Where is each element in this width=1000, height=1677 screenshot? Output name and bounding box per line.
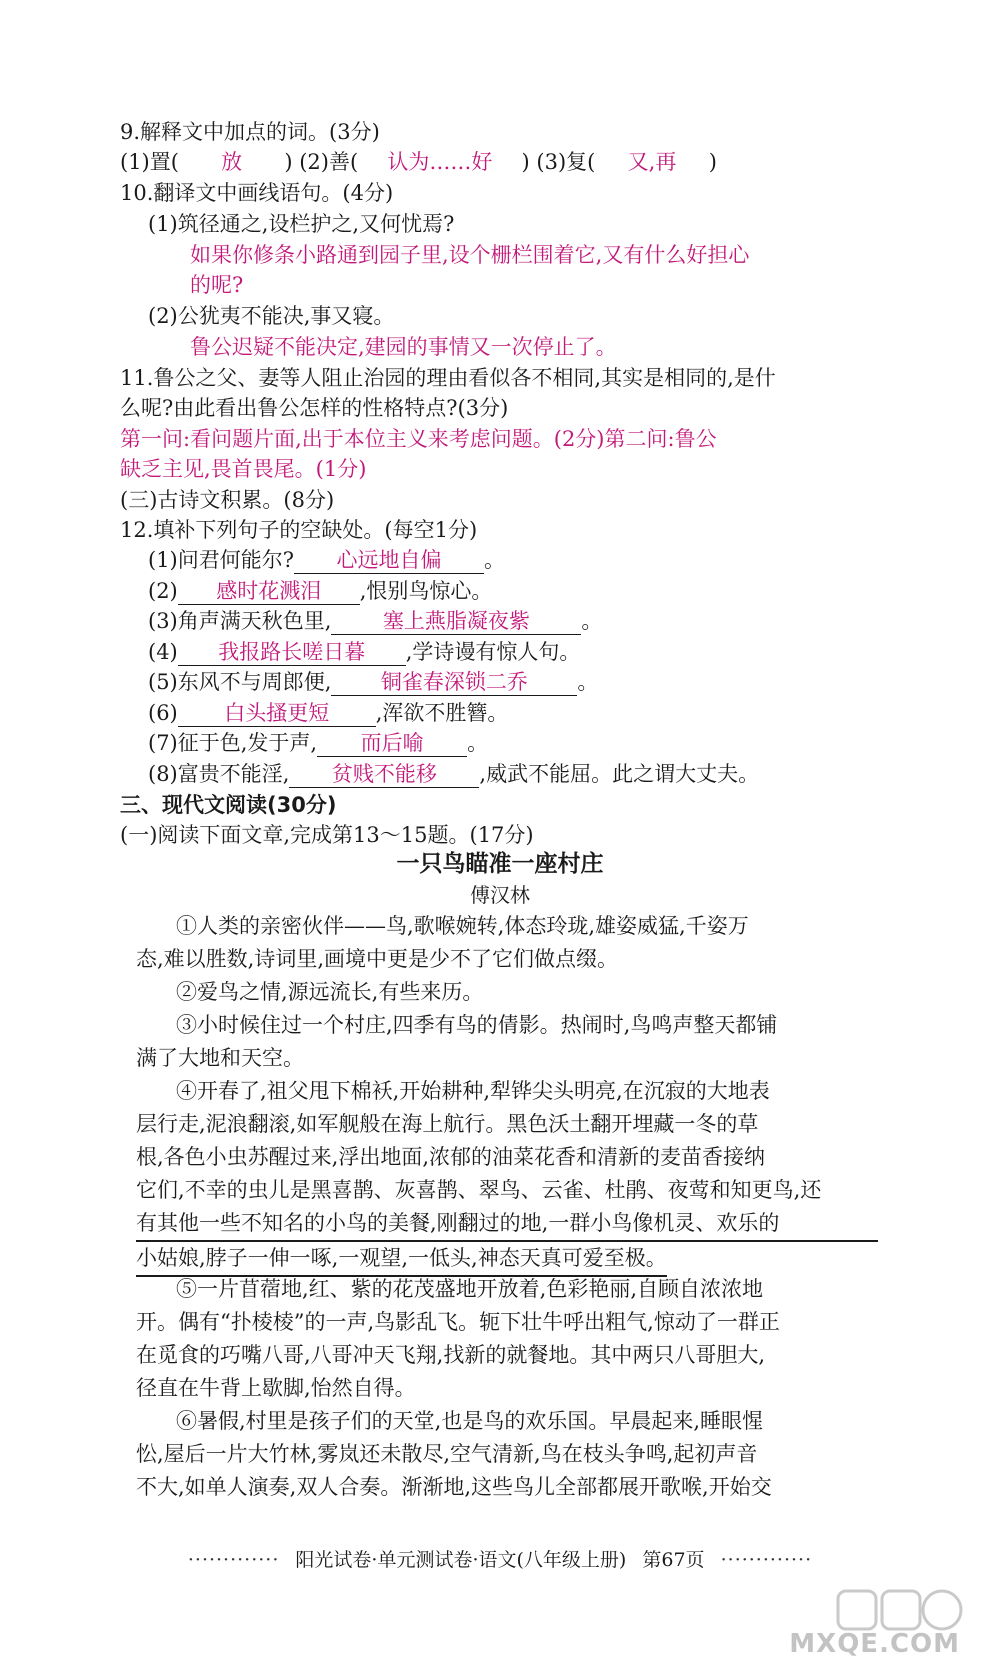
q10-answer-1-line-1: 如果你修条小路通到园子里,设个栅栏围着它,又有什么好担心	[190, 243, 750, 267]
article-line: 它们,不幸的虫儿是黑喜鹊、灰喜鹊、翠鸟、云雀、杜鹃、夜莺和知更鸟,还	[136, 1178, 822, 1202]
q12-item	[148, 637, 580, 667]
article-line: 满了大地和天空。	[136, 1046, 304, 1070]
q12-item-prefix: (8)富贵不能淫,	[148, 762, 290, 786]
q11-stem-line-1: 11.鲁公之父、妻等人阻止治园的理由看似各不相同,其实是相同的,是什	[120, 366, 776, 390]
article-line: 不大,如单人演奏,双人合奏。渐渐地,这些鸟儿全部都展开歌喉,开始交	[136, 1475, 772, 1499]
q12-item-prefix: (4)	[148, 640, 178, 664]
q9-label-3: ) (3)复(	[521, 150, 596, 174]
q10-answer-1-line-2: 的呢?	[190, 273, 244, 297]
article-line: 根,各色小虫苏醒过来,浮出地面,浓郁的油菜花香和清新的麦苗香接纳	[136, 1145, 766, 1169]
q10-stem: 10.翻译文中画线语句。(4分)	[120, 181, 394, 205]
article-line: 忪,屋后一片大竹林,雾岚还未散尽,空气清新,鸟在枝头争鸣,起初声音	[136, 1442, 758, 1466]
q12-answer: 白头搔更短	[224, 701, 330, 725]
q12-item	[148, 545, 505, 575]
footer-dots-right: ·············	[720, 1549, 813, 1571]
q12-item-suffix: ,威武不能屈。此之谓大丈夫。	[479, 762, 760, 786]
watermark-logo	[789, 1585, 970, 1665]
q12-answer: 塞上燕脂凝夜紫	[382, 609, 530, 633]
q12-item-suffix: 。	[581, 609, 603, 633]
q12-answer: 心远地自偏	[336, 548, 442, 572]
q12-item-suffix: 。	[577, 670, 599, 694]
q12-item-suffix: 。	[467, 731, 489, 755]
q12-blank	[289, 761, 479, 788]
article-title: 一只鸟瞄准一座村庄	[396, 851, 604, 877]
q12-blank	[317, 730, 467, 757]
q10-sentence-2: (2)公犹夷不能决,事又寝。	[148, 304, 395, 328]
q12-blank	[178, 700, 376, 727]
article-paragraph-p4	[136, 1075, 878, 1277]
q12-item-suffix: ,学诗谩有惊人句。	[405, 640, 581, 664]
q11-answer-line-1: 第一问:看问题片面,出于本位主义来考虑问题。(2分)第二问:鲁公	[120, 427, 717, 451]
article-line: 小姑娘,脖子一伸一啄,一观望,一低头,神态天真可爱至极。	[136, 1242, 667, 1277]
article-line: 态,难以胜数,诗词里,画境中更是少不了它们做点缀。	[136, 947, 619, 971]
q12-stem: 12.填补下列句子的空缺处。(每空1分)	[120, 518, 478, 542]
article-author: 傅汉林	[470, 883, 530, 907]
section-3-heading: (三)古诗文积累。(8分)	[120, 488, 335, 512]
q12-blank	[331, 608, 581, 635]
q10-sentence-1: (1)筑径通之,设栏护之,又何忧焉?	[148, 212, 455, 236]
watermark-text: MXQE.COM	[789, 1629, 960, 1659]
q12-item-prefix: (2)	[148, 579, 178, 603]
article-paragraph-p5	[136, 1273, 878, 1405]
watermark-icon	[830, 1585, 970, 1635]
q12-item-prefix: (5)东风不与周郎便,	[148, 670, 332, 694]
q9-stem: 9.解释文中加点的词。(3分)	[120, 120, 380, 144]
q12-item	[148, 759, 759, 789]
q12-answer: 铜雀春深锁二乔	[380, 670, 528, 694]
q12-item-suffix: ,恨别鸟惊心。	[359, 579, 493, 603]
q12-item	[148, 667, 598, 697]
q9-answer-1: 放	[221, 150, 243, 174]
q12-item-prefix: (1)问君何能尔?	[148, 548, 295, 572]
q12-item	[148, 728, 488, 758]
q9-answer-2: 认为……好	[387, 150, 493, 174]
q12-answer: 而后喻	[360, 731, 424, 755]
article-paragraph-p2	[136, 976, 878, 1009]
article-line: ①人类的亲密伙伴——鸟,歌喉婉转,体态玲珑,雄姿威猛,千姿万	[176, 914, 749, 938]
article-line: 层行走,泥浪翻滚,如军舰般在海上航行。黑色沃土翻开埋藏一冬的草	[136, 1112, 759, 1136]
q9-label-4: )	[708, 150, 717, 174]
q9-answer-3: 又,再	[627, 150, 677, 174]
q12-item-suffix: 。	[484, 548, 506, 572]
q12-blank	[178, 639, 406, 666]
q12-item	[148, 576, 492, 606]
article-line: ③小时候住过一个村庄,四季有鸟的倩影。热闹时,鸟鸣声整天都铺	[176, 1013, 778, 1037]
q12-answer: 感时花溅泪	[216, 579, 322, 603]
article-line: 径直在牛背上歇脚,怡然自得。	[136, 1376, 416, 1400]
q12-blank	[178, 578, 360, 605]
q10-answer-2: 鲁公迟疑不能决定,建园的事情又一次停止了。	[190, 335, 617, 359]
article-paragraph-p6	[136, 1405, 878, 1504]
footer-dots-left: ·············	[187, 1549, 280, 1571]
q12-item	[148, 606, 602, 636]
article-line: ⑥暑假,村里是孩子们的天堂,也是鸟的欢乐国。早晨起来,睡眼惺	[176, 1409, 764, 1433]
article-paragraph-p3	[136, 1009, 878, 1075]
q11-answer-line-2: 缺乏主见,畏首畏尾。(1分)	[120, 457, 367, 481]
q9-answers	[120, 147, 717, 177]
article-line: 开。偶有“扑棱棱”的一声,鸟影乱飞。轭下壮牛呼出粗气,惊动了一群正	[136, 1310, 780, 1334]
article-line: ⑤一片苜蓿地,红、紫的花茂盛地开放着,色彩艳丽,自顾自浓浓地	[176, 1277, 764, 1301]
q12-blank	[294, 547, 484, 574]
q12-item-suffix: ,浑欲不胜簪。	[375, 701, 509, 725]
footer-series-title: 阳光试卷·单元测试卷·语文(八年级上册)	[295, 1549, 627, 1571]
article-line: 有其他一些不知名的小鸟的美餐,刚翻过的地,一群小鸟像机灵、欢乐的	[136, 1207, 878, 1242]
article-line: 在觅食的巧嘴八哥,八哥冲天飞翔,找新的就餐地。其中两只八哥胆大,	[136, 1343, 766, 1367]
q12-answer: 我报路长嗟日暮	[218, 640, 366, 664]
q12-item	[148, 698, 508, 728]
page-number: 第67页	[642, 1549, 705, 1571]
article-line: ②爱鸟之情,源远流长,有些来历。	[176, 980, 484, 1004]
q12-item-prefix: (7)征于色,发于声,	[148, 731, 318, 755]
q9-label-2: ) (2)善(	[284, 150, 359, 174]
q11-stem-line-2: 么呢?由此看出鲁公怎样的性格特点?(3分)	[120, 396, 509, 420]
page-footer	[0, 1545, 1000, 1575]
article-line: ④开春了,祖父甩下棉袄,开始耕种,犁铧尖头明亮,在沉寂的大地表	[176, 1079, 770, 1103]
q12-item-prefix: (6)	[148, 701, 178, 725]
article-paragraph-p1	[136, 910, 878, 976]
part-3-heading: 三、现代文阅读(30分)	[120, 793, 337, 817]
q9-label-1: (1)置(	[120, 150, 179, 174]
part-3-subheading: (一)阅读下面文章,完成第13～15题。(17分)	[120, 823, 534, 847]
q12-answer: 贫贱不能移	[331, 762, 437, 786]
q12-blank	[331, 669, 577, 696]
q12-item-prefix: (3)角声满天秋色里,	[148, 609, 332, 633]
